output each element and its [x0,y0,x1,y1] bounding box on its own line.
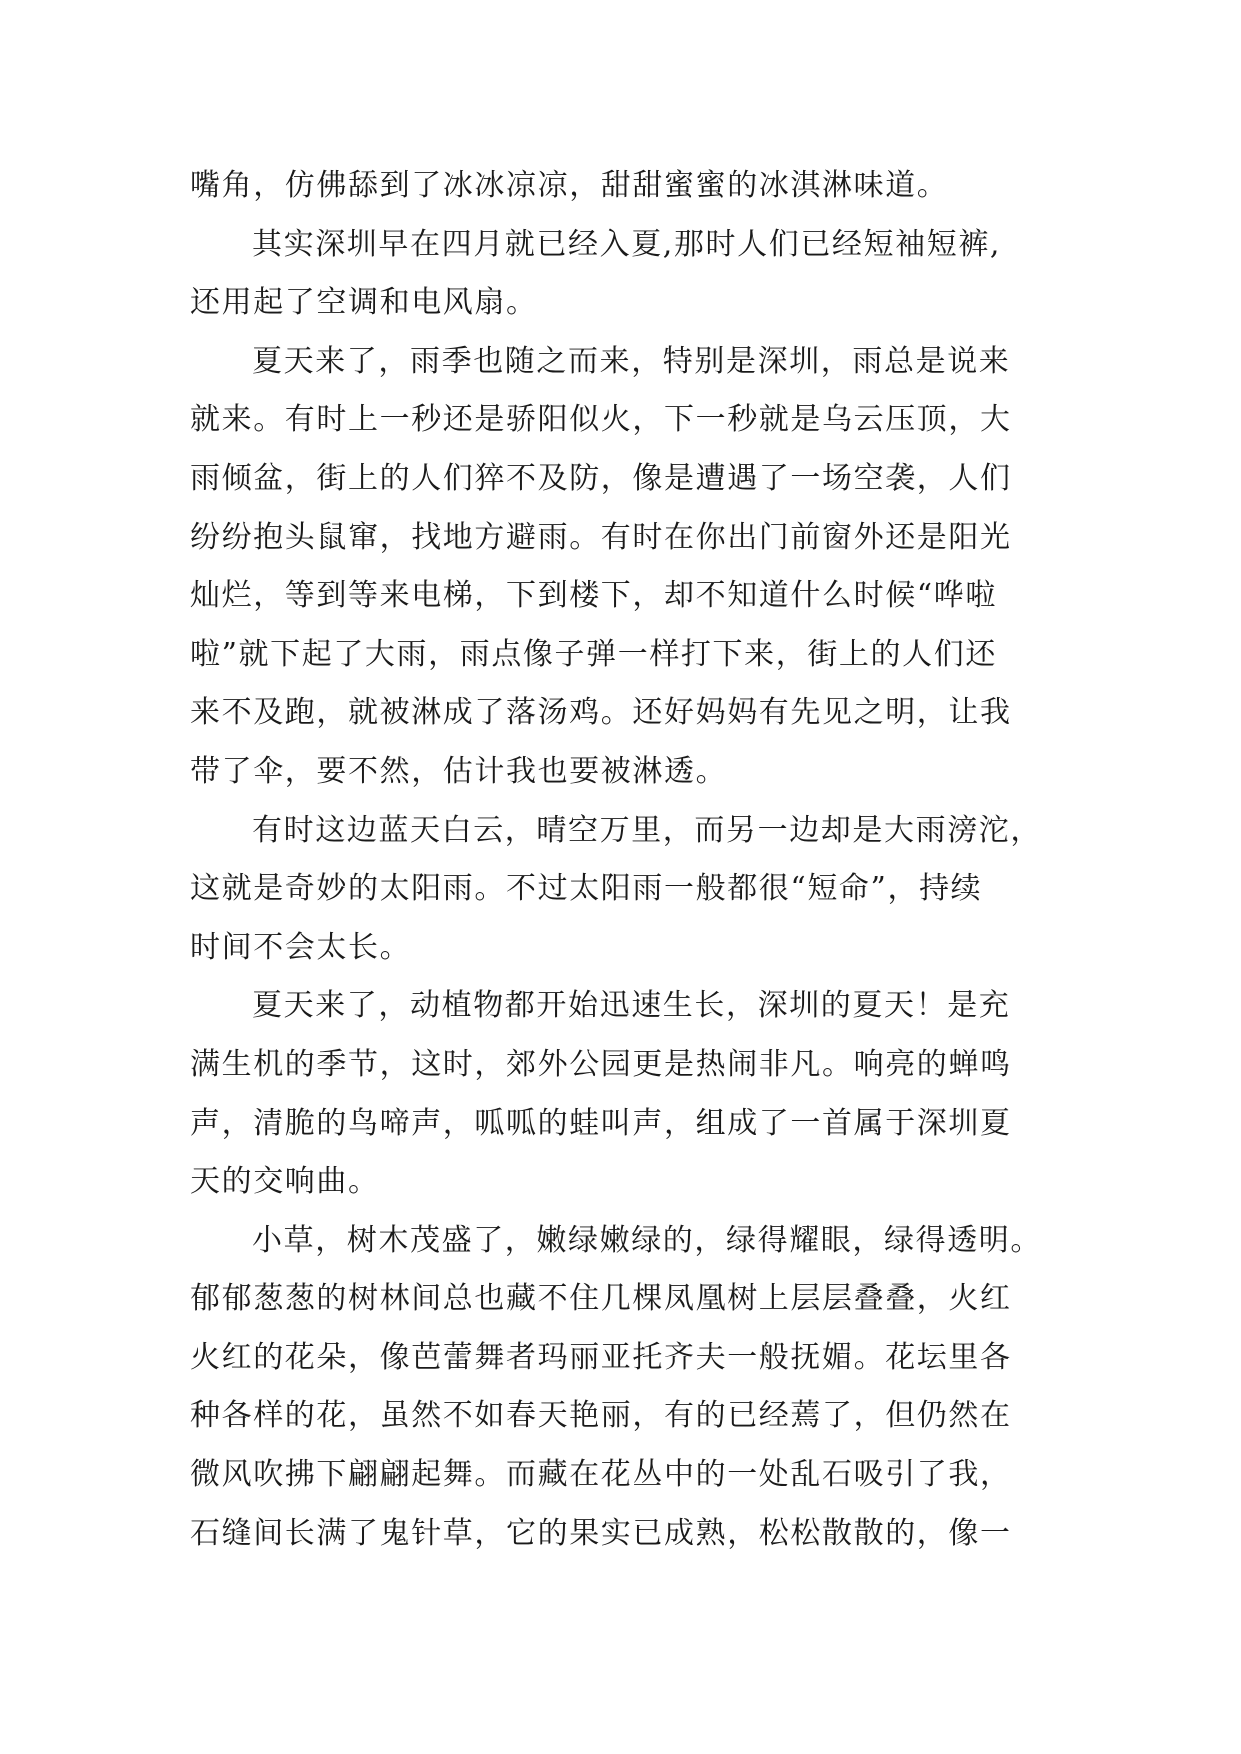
text-line: 其实深圳早在四月就已经入夏,那时人们已经短袖短裤, [252,226,1002,262]
text-line: 来不及跑，就被淋成了落汤鸡。还好妈妈有先见之明，让我 [190,695,1012,731]
text-line: 小草，树木茂盛了，嫩绿嫩绿的，绿得耀眼，绿得透明。 [252,1222,1042,1258]
text-line: 带了伞，要不然，估计我也要被淋透。 [190,753,728,789]
text-line: 纷纷抱头鼠窜，找地方避雨。有时在你出门前窗外还是阳光 [190,519,1012,555]
text-line: 啦”就下起了大雨，雨点像子弹一样打下来，街上的人们还 [190,636,997,672]
text-line: 天的交响曲。 [190,1164,380,1200]
text-line: 郁郁葱葱的树林间总也藏不住几棵凤凰树上层层叠叠，火红 [190,1281,1012,1317]
text-line: 这就是奇妙的太阳雨。不过太阳雨一般都很“短命”，持续 [190,871,983,907]
text-line: 嘴角，仿佛舔到了冰冰凉凉，甜甜蜜蜜的冰淇淋味道。 [190,168,949,203]
text-line: 声，清脆的鸟啼声，呱呱的蛙叫声，组成了一首属于深圳夏 [190,1105,1012,1141]
document-body [190,157,1050,1563]
text-line: 满生机的季节，这时，郊外公园更是热闹非凡。响亮的蝉鸣 [190,1046,1012,1082]
text-line: 还用起了空调和电风扇。 [190,285,538,321]
text-line: 夏天来了，雨季也随之而来，特别是深圳，雨总是说来 [252,343,1011,379]
text-line: 灿烂，等到等来电梯，下到楼下，却不知道什么时候“哗啦 [190,578,997,614]
text-line: 雨倾盆，街上的人们猝不及防，像是遭遇了一场空袭，人们 [190,460,1012,496]
text-line: 时间不会太长。 [190,929,412,965]
text-line: 种各样的花，虽然不如春天艳丽，有的已经蔫了，但仍然在 [190,1398,1012,1434]
text-line: 石缝间长满了鬼针草，它的果实已成熟，松松散散的，像一 [190,1515,1012,1551]
text-line: 夏天来了，动植物都开始迅速生长，深圳的夏天！是充 [252,988,1011,1024]
text-line: 有时这边蓝天白云，晴空万里，而另一边却是大雨滂沱， [252,812,1042,848]
text-line: 微风吹拂下翩翩起舞。而藏在花丛中的一处乱石吸引了我， [190,1457,1012,1493]
text-line: 火红的花朵，像芭蕾舞者玛丽亚托齐夫一般抚媚。花坛里各 [190,1339,1012,1375]
text-line: 就来。有时上一秒还是骄阳似火，下一秒就是乌云压顶，大 [190,402,1012,438]
